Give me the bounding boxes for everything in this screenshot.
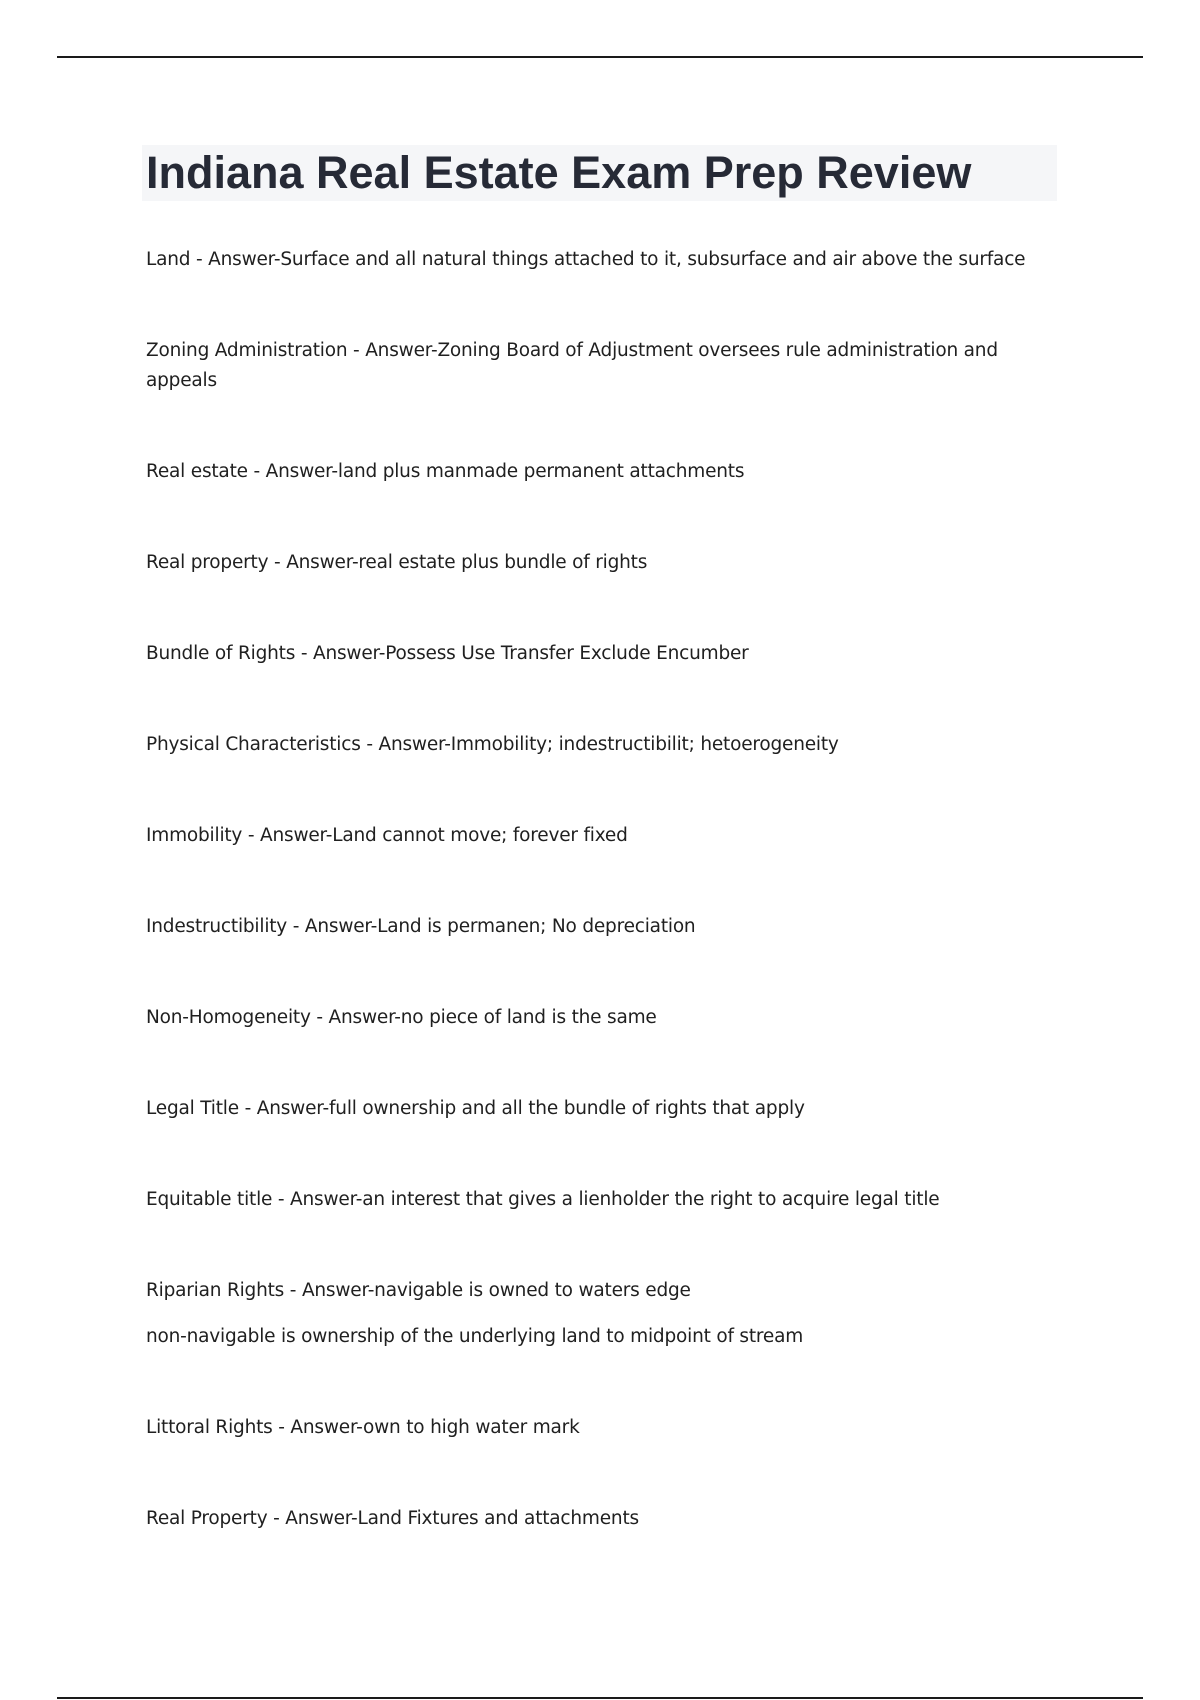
entry-riparian-rights [146,1276,1046,1352]
entry-zoning-administration [146,336,1046,396]
entry-line: Riparian Rights - Answer-navigable is owned to waters edge [146,1280,691,1301]
entry-real-property [146,548,1046,578]
entry-line: non-navigable is ownership of the underlying land to midpoint of stream [146,1326,804,1347]
entry-non-homogeneity [146,1003,1046,1033]
entry-equitable-title [146,1185,1046,1215]
entry-line: Real estate - Answer-land plus manmade permanent attachments [146,461,745,482]
entry-line: Non-Homogeneity - Answer-no piece of land is the same [146,1007,657,1028]
entry-line: Indestructibility - Answer-Land is permanen; No depreciation [146,916,696,937]
entry-line: Immobility - Answer-Land cannot move; forever fixed [146,825,628,846]
document-title: Indiana Real Estate Exam Prep Review [146,147,972,198]
entry-real-property-2 [146,1504,1046,1534]
entry-land [146,245,1046,275]
entry-line: Legal Title - Answer-full ownership and all the bundle of rights that apply [146,1098,805,1119]
entry-bundle-of-rights [146,639,1046,669]
top-rule [57,56,1143,58]
entry-littoral-rights [146,1413,1046,1443]
entry-legal-title [146,1094,1046,1124]
entry-line: Real property - Answer-real estate plus bundle of rights [146,552,648,573]
entry-line: Zoning Administration - Answer-Zoning Board of Adjustment oversees rule administration and appeals [146,340,998,391]
entry-line: Bundle of Rights - Answer-Possess Use Transfer Exclude Encumber [146,643,749,664]
entry-line: Physical Characteristics - Answer-Immobility; indestructibilit; hetoerogeneity [146,734,839,755]
entry-physical-characteristics [146,730,1046,760]
entry-real-estate [146,457,1046,487]
entry-line: Littoral Rights - Answer-own to high water mark [146,1417,580,1438]
entry-line: Equitable title - Answer-an interest that gives a lienholder the right to acquire legal title [146,1189,940,1210]
entry-immobility [146,821,1046,851]
bottom-rule [57,1697,1143,1699]
title-banner [142,145,1057,201]
entry-line: Land - Answer-Surface and all natural things attached to it, subsurface and air above the surface [146,249,1026,270]
entry-list [146,245,1046,1595]
entry-line: Real Property - Answer-Land Fixtures and attachments [146,1508,639,1529]
entry-indestructibility [146,912,1046,942]
